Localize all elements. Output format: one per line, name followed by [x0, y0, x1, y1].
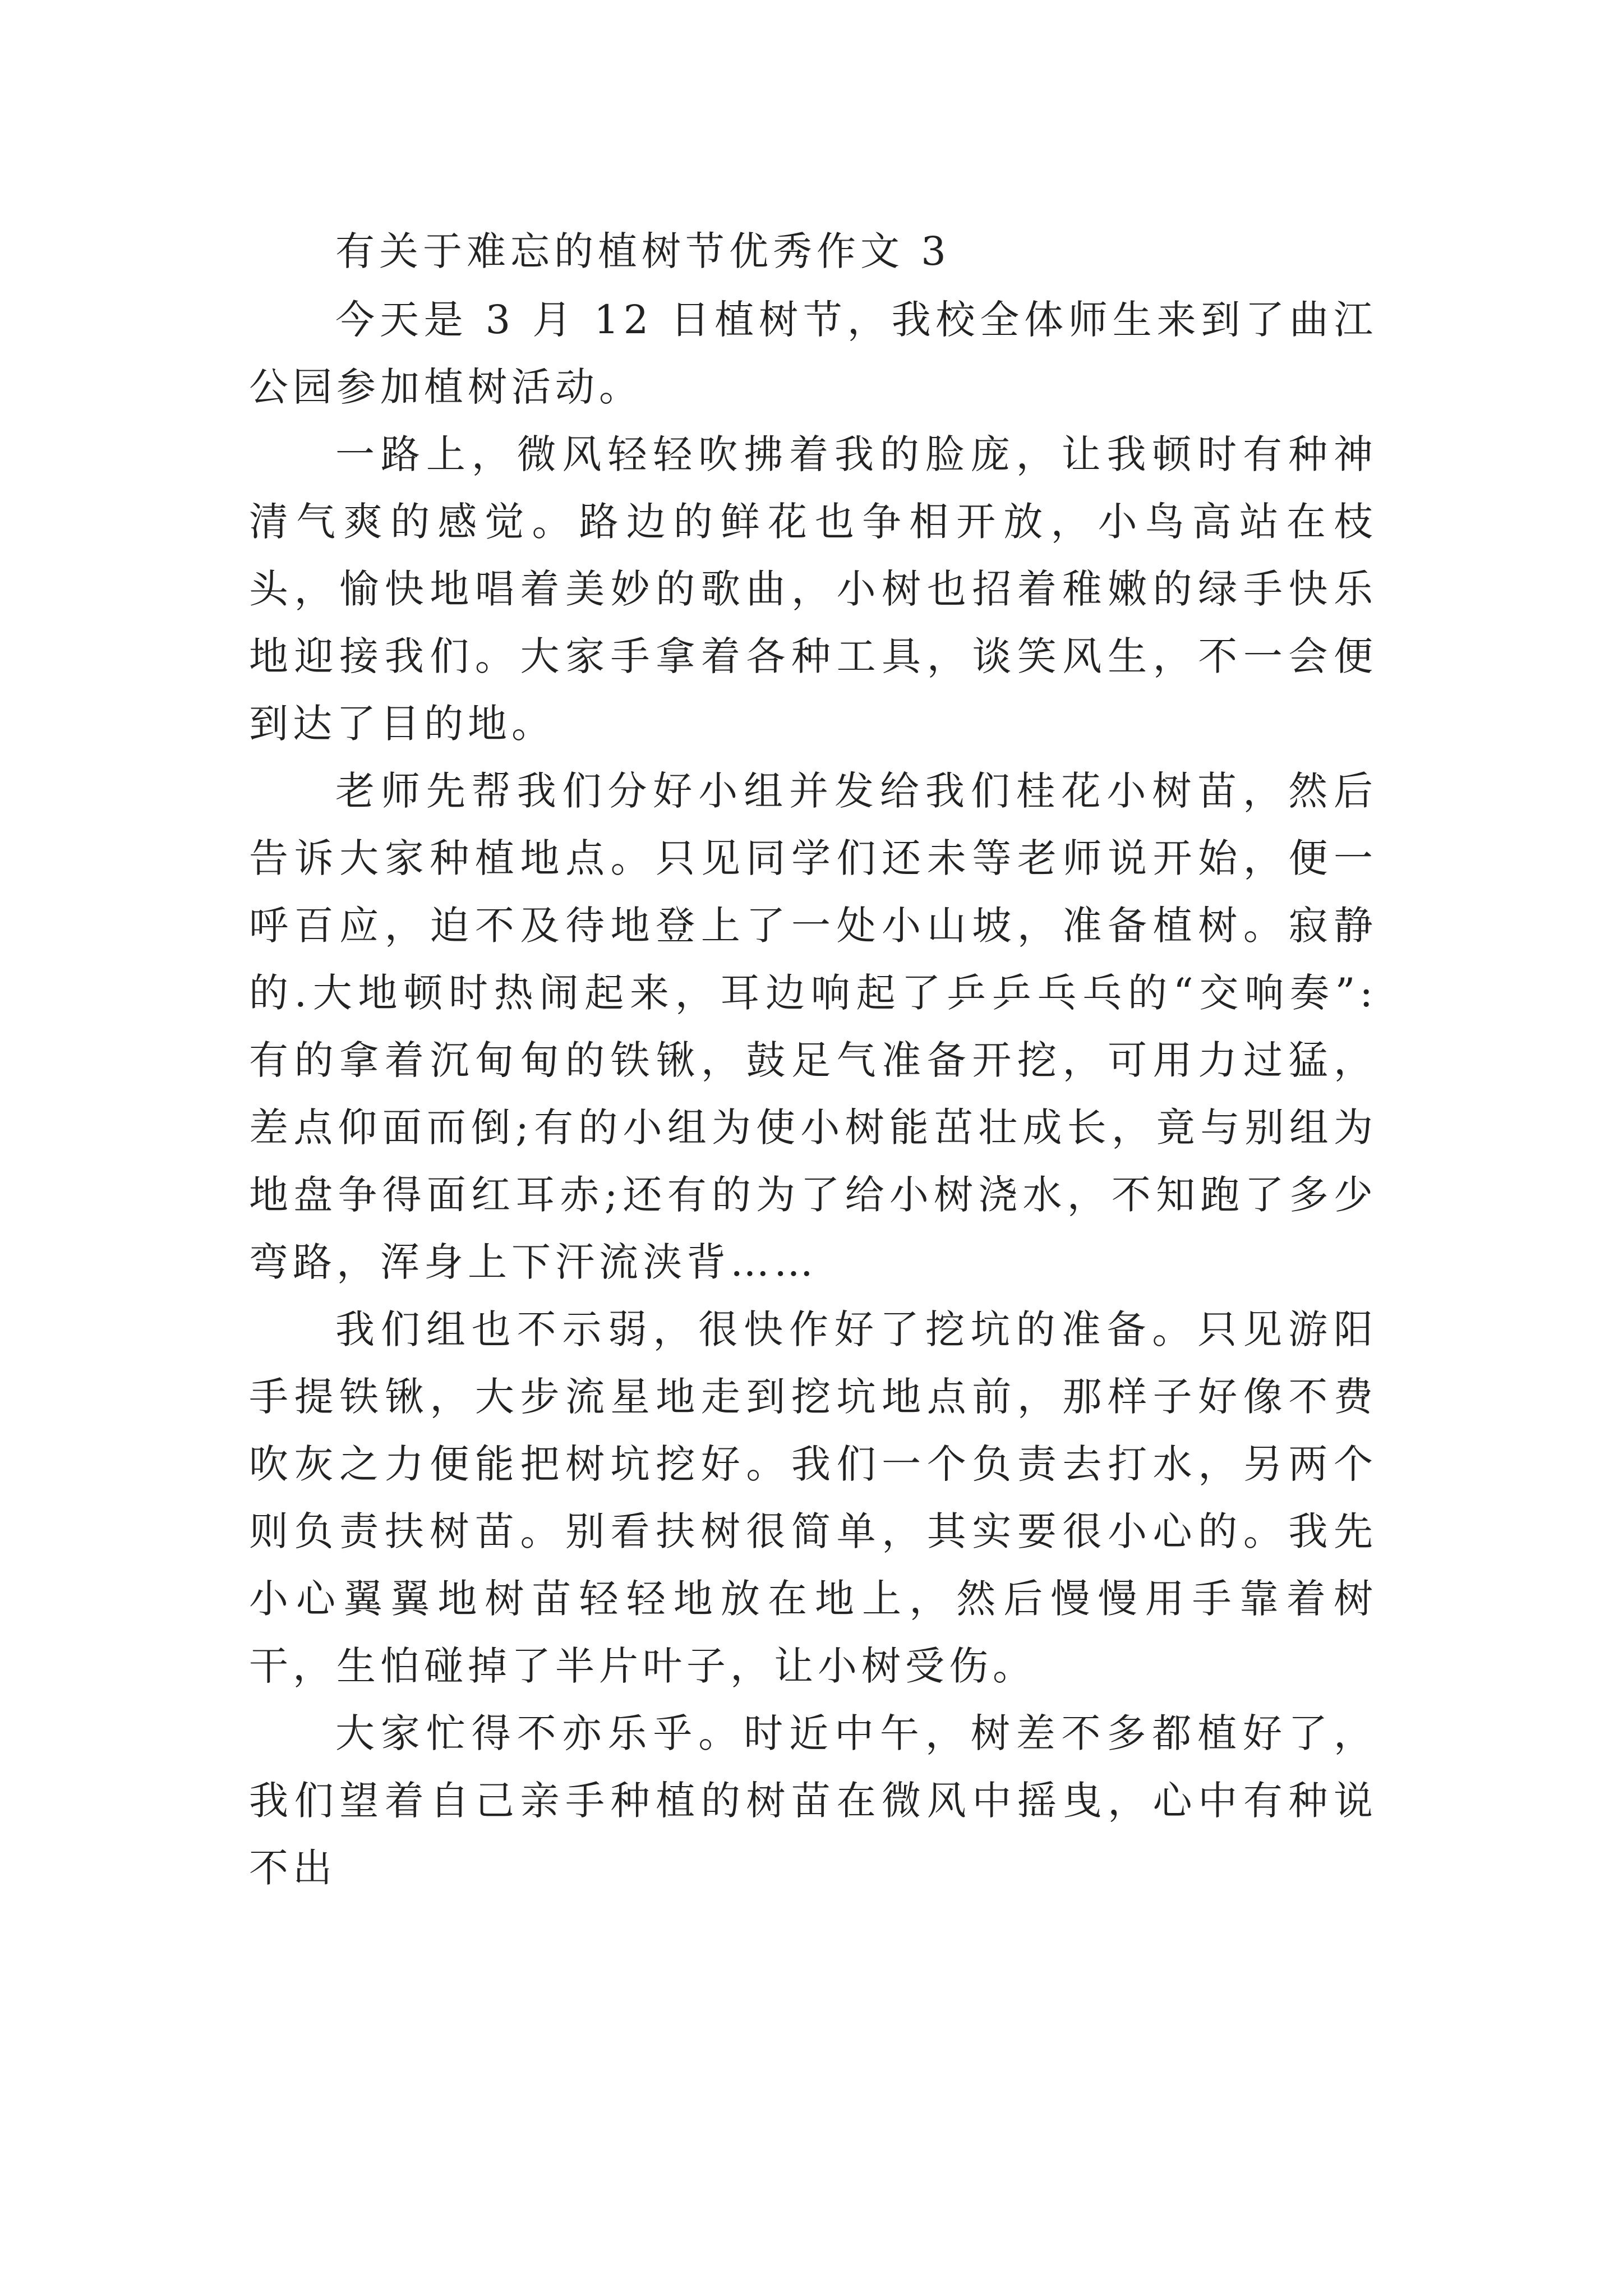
paragraph-1: 今天是 3 月 12 日植树节，我校全体师生来到了曲江公园参加植树活动。 — [249, 297, 1377, 410]
paragraph-5: 大家忙得不亦乐乎。时近中午，树差不多都植好了，我们望着自己亲手种植的树苗在微风中摇曳，心中有种说不出 — [249, 1710, 1377, 1891]
document-title: 有关于难忘的植树节优秀作文 3 — [335, 228, 951, 274]
paragraph-2: 一路上，微风轻轻吹拂着我的脸庞，让我顿时有种神清气爽的感觉。路边的鲜花也争相开放，小鸟高站在枝头，愉快地唱着美妙的歌曲，小树也招着稚嫩的绿手快乐地迎接我们。大家手拿着各种工具，谈笑风生，不一会便到达了目的地。 — [249, 431, 1377, 747]
document-body — [249, 218, 1377, 1902]
paragraph-4: 我们组也不示弱，很快作好了挖坑的准备。只见游阳手提铁锹，大步流星地走到挖坑地点前，那样子好像不费吹灰之力便能把树坑挖好。我们一个负责去打水，另两个则负责扶树苗。别看扶树很简单，其实要很小心的。我先小心翼翼地树苗轻轻地放在地上，然后慢慢用手靠着树干，生怕碰掉了半片叶子，让小树受伤。 — [249, 1306, 1377, 1689]
paragraph-3: 老师先帮我们分好小组并发给我们桂花小树苗，然后告诉大家种植地点。只见同学们还未等老师说开始，便一呼百应，迫不及待地登上了一处小山坡，准备植树。寂静的.大地顿时热闹起来，耳边响起了乒乒乓乓的“交响奏”:有的拿着沉甸甸的铁锹，鼓足气准备开挖，可用力过猛，差点仰面而倒;有的小组为使小树能茁壮成长，竟与别组为地盘争得面红耳赤;还有的为了给小树浇水，不知跑了多少弯路，浑身上下汗流浃背…… — [249, 768, 1377, 1285]
